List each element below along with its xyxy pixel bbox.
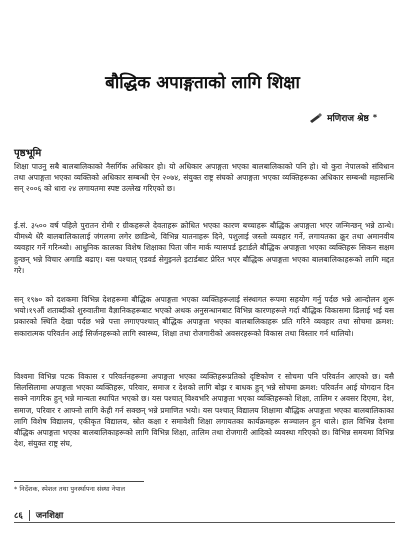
- paragraph-1: शिक्षा पाउनु सबै बालबालिकाको नैसर्गिक अधिकार हो। यो अधिकार अपाङ्गता भएका बालबालिकाको पनि हो। यो कुरा नेपालको संविधान तथा अपाङ्गता भएका व्यक्तिको अधिकार सम्बन्धी ऐन २०७४, संयुक्त राष्ट्र संघको अपाङ्गता भएका व्यक्तिहरूका अधिकार सम्बन्धी महासन्धि सन् २००६ को धारा २४ लगायतमा स्पष्ट उल्लेख गरिएको छ।: [14, 162, 394, 194]
- footer-separator: [29, 510, 30, 521]
- pen-icon: [309, 113, 323, 123]
- paragraph-4: विश्वमा विभिन्न पटक विकास र परिवर्तनहरूमा अपाङ्गता भएका व्यक्तिहरूप्रतिको दृष्टिकोण र सोचमा पनि परिवर्तन आएको छ। यसै सिलसिलामा अपाङ्गता भएका व्यक्तिहरू, परिवार, समाज र देशको लागि बोझ र बाधक हुन् भन्ने सोचमा क्रमश: परिवर्तन आई योगदान दिन सक्ने नागरिक हुन् भन्ने मान्यता स्थापित भएको छ। यस पश्चात् विश्वभरि अपाङ्गता भएका व्यक्तिहरूको शिक्षा, तालिम र अवसर दिएमा, देश, समाज, परिवार र आफ्नो लागि केही गर्न सक्छन् भन्ने प्रमाणित भयो। यस पश्चात् विद्यालय शिक्षामा बौद्धिक अपाङ्गता भएका बालबालिकाका लागि विशेष विद्यालय, एकीकृत विद्यालय, स्रोत कक्षा र समावेशी शिक्षा लगायतका कार्यक्रमहरू सञ्चालन हुन थाले। हाल विभिन्न देशमा बौद्धिक अपाङ्गता भएका बालबालिकाहरूको लागि विभिन्न शिक्षा, तालिम तथा रोजगारी आदिको व्यवस्था गरिएको छ। विभिन्न समयमा विभिन्न देश, संयुक्त राष्ट्र संघ,: [14, 372, 394, 449]
- footnote: * निर्देशक, स्पेशल तथा पुनर्स्थापना संस्था नेपाल: [14, 485, 125, 493]
- paragraph-2: ई.सं. ३५०० वर्ष पहिले पुरातन रोमी र ग्रीकहरूले देवताहरू क्रोधित भएका कारण बच्चाहरू बौद्धिक अपाङ्गता भएर जन्मिन्छन् भन्ने ठान्थे। यीमध्ये धेरै बालबालिकालाई जंगलमा लगेर छाडिन्थे, विभिन्न यातनाहरू दिने, पशुलाई जस्तो व्यवहार गर्ने, लगायतका क्रूर तथा अमानवीय व्यवहार गर्ने गरिन्थ्यो। आधुनिक कालका विशेष शिक्षाका पिता जीन मार्क ग्यासपर्ड इटार्डले बौद्धिक अपाङ्गता भएका व्यक्तिहरू सिकन सक्षम हुन्छन् भन्ने विचार अगाडि बढाए। यस पश्चात् एडवर्ड सेगुइनले इटार्डबाट प्रेरित भएर बौद्धिक अपाङ्गता भएका बालबालिकाहरूको लागि मद्दत गरे।: [14, 221, 394, 275]
- page-number: ८६: [14, 510, 23, 521]
- footnote-divider: [14, 481, 144, 482]
- paragraph-3: सन् १९७० को दशकमा विभिन्न देशहरूमा बौद्धिक अपाङ्गता भएका व्यक्तिहरूलाई संस्थागत रूपमा सहयोग गर्नु पर्दछ भन्ने आन्दोलन शुरू भयो।१९औं शताब्दीको शुरुवातीमा वैज्ञानिकहरूबाट भएको अथक अनुसन्धानबाट विभिन्न कारणहरूले गर्दा बौद्धिक विकासमा ढिलाई भई यस प्रकारको स्थिति देखा पर्दछ भन्ने पत्ता लगाएपश्चात् बौद्धिक अपाङ्गता भएका बालबालिकाहरू प्रति गरिने व्यवहार तथा सोचमा क्रमश: सकारात्मक परिवर्तन आई सिर्जनहरूको लागि स्वास्थ्य, शिक्षा तथा रोजगारीको अवसरहरूको विकास तथा विस्तार गर्न थालियो।: [14, 295, 394, 338]
- section-heading: पृष्ठभूमि: [14, 148, 42, 159]
- author-footnote-marker: *: [372, 113, 377, 122]
- author-name: मणिराज श्रेष्ठ: [327, 114, 369, 124]
- page-footer: [14, 508, 395, 523]
- article-title: बौद्धिक अपाङ्गताको लागि शिक्षा: [105, 73, 300, 93]
- author-line: [309, 111, 377, 124]
- publication-name: जनशिक्षा: [35, 510, 64, 521]
